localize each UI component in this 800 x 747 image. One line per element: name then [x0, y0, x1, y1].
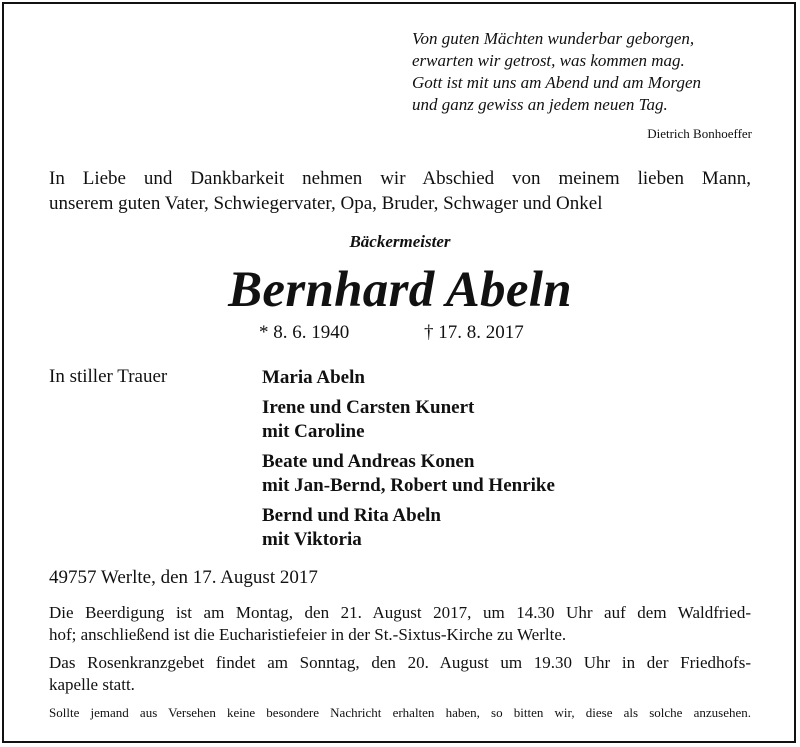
funeral-line: kapelle statt. — [49, 675, 135, 694]
funeral-line: hof; anschließend ist die Eucharistiefeier in der St.-Sixtus-Kirche zu Werlte. — [49, 625, 567, 644]
death-date: † 17. 8. 2017 — [424, 322, 524, 343]
birth-date: * 8. 6. 1940 — [259, 322, 350, 343]
footer-note: Sollte jemand aus Versehen keine besondere Nachricht erhalten haben, so bitten wir, diese als solche anzusehen. — [49, 705, 751, 720]
funeral-paragraph — [49, 652, 751, 696]
mourner-line: mit Viktoria — [262, 529, 362, 550]
poem-line: Gott ist mit uns am Abend und am Morgen — [412, 73, 701, 92]
mourner-line: mit Caroline — [262, 421, 365, 442]
funeral-paragraph — [49, 602, 751, 646]
place-date: 49757 Werlte, den 17. August 2017 — [49, 567, 318, 588]
funeral-line: Die Beerdigung ist am Montag, den 21. August 2017, um 14.30 Uhr auf dem Waldfried- — [49, 603, 751, 622]
mourner-family — [262, 366, 555, 390]
mourner-line: Maria Abeln — [262, 367, 365, 388]
intro-line: In Liebe und Dankbarkeit nehmen wir Abschied von meinem lieben Mann, — [49, 168, 751, 189]
mourner-line: Irene und Carsten Kunert — [262, 397, 475, 418]
funeral-line: Das Rosenkranzgebet findet am Sonntag, den 20. August um 19.30 Uhr in der Friedhofs- — [49, 653, 751, 672]
poem-line: und ganz gewiss an jedem neuen Tag. — [412, 95, 668, 114]
intro-line: unserem guten Vater, Schwiegervater, Opa, Bruder, Schwager und Onkel — [49, 193, 603, 214]
deceased-profession: Bäckermeister — [349, 232, 451, 251]
mourner-line: Beate und Andreas Konen — [262, 451, 475, 472]
mourner-line: mit Jan-Bernd, Robert und Henrike — [262, 475, 555, 496]
mourner-line: Bernd und Rita Abeln — [262, 505, 441, 526]
mourner-family — [262, 504, 555, 552]
poem-line: Von guten Mächten wunderbar geborgen, — [412, 29, 695, 48]
mourner-list — [262, 366, 555, 558]
poem-line: erwarten wir getrost, was kommen mag. — [412, 51, 685, 70]
mourner-family — [262, 450, 555, 498]
mourning-label: In stiller Trauer — [49, 366, 168, 387]
mourner-family — [262, 396, 555, 444]
deceased-name: Bernhard Abeln — [228, 262, 572, 318]
poem-quote — [412, 28, 701, 116]
intro-text — [49, 166, 751, 216]
funeral-info — [49, 602, 751, 702]
poem-author: Dietrich Bonhoeffer — [647, 126, 752, 141]
